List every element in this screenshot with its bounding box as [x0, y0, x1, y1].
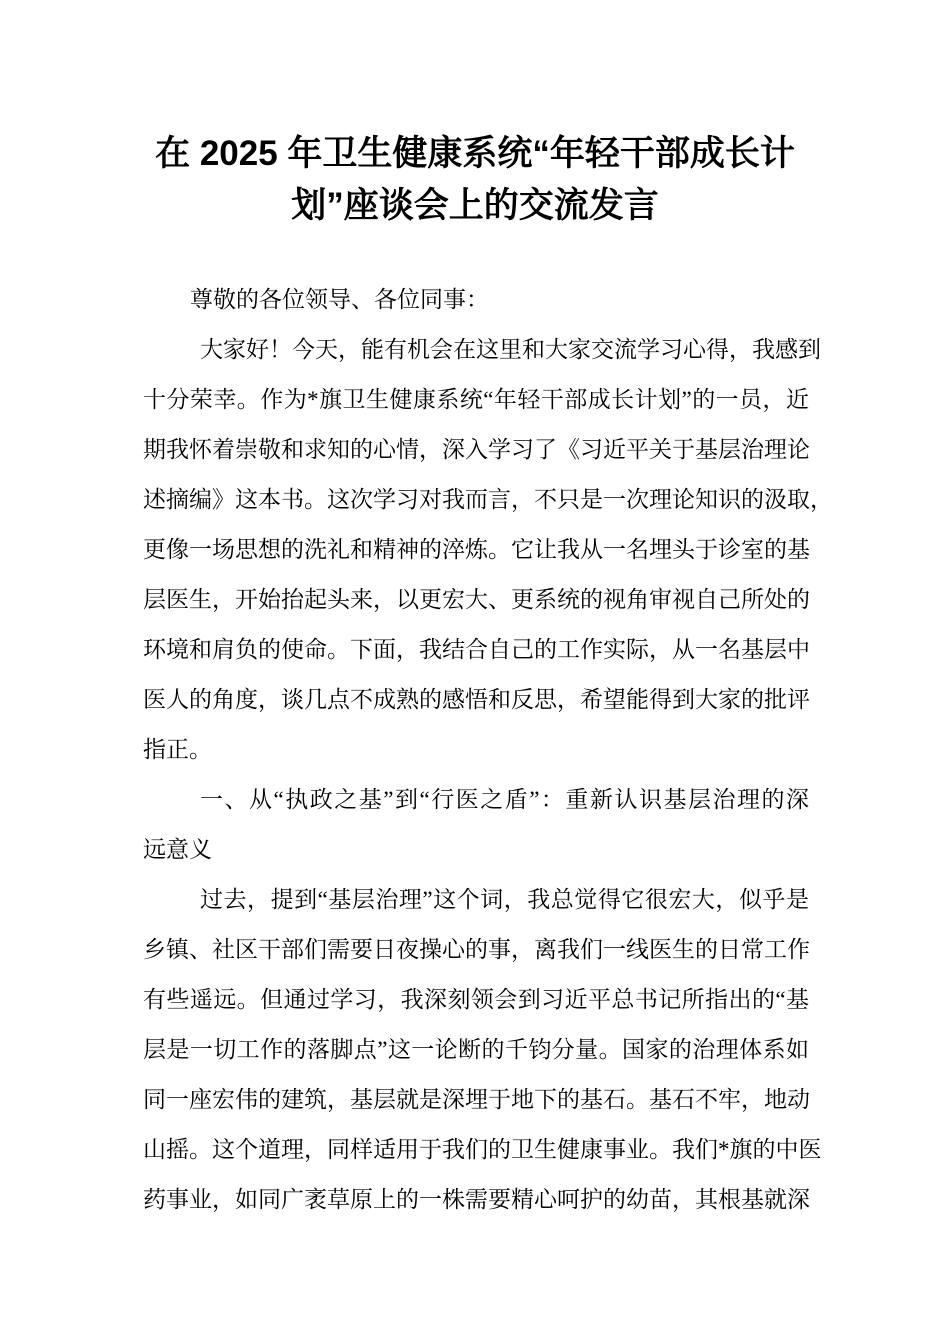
text-line: 乡镇、社区干部们需要日夜操心的事，离我们一线医生的日常工作	[143, 937, 810, 962]
text-line: 远意义	[143, 837, 212, 862]
document-body	[143, 282, 833, 1232]
text-line: 有些遥远。但通过学习，我深刻领会到习近平总书记所指出的“基	[143, 987, 809, 1012]
text-line: 层是一切工作的落脚点”这一论断的千钧分量。国家的治理体系如	[143, 1037, 809, 1062]
text-line: 层医生，开始抬起头来，以更宏大、更系统的视角审视自己所处的	[143, 587, 810, 612]
text-line: 药事业，如同广袤草原上的一株需要精心呵护的幼苗，其根基就深	[143, 1187, 810, 1212]
text-line: 山摇。这个道理，同样适用于我们的卫生健康事业。我们*旗的中医	[143, 1137, 822, 1162]
text-line: 环境和肩负的使命。下面，我结合自己的工作实际，从一名基层中	[143, 637, 810, 662]
text-line: 指正。	[143, 737, 212, 762]
document-title	[120, 128, 830, 232]
text-line: 更像一场思想的洗礼和精神的淬炼。它让我从一名埋头于诊室的基	[143, 537, 810, 562]
text-line: 述摘编》这本书。这次学习对我而言，不只是一次理论知识的汲取，	[143, 487, 833, 512]
text-line: 一、从“执政之基”到“行医之盾”：重新认识基层治理的深	[200, 787, 809, 812]
text-line: 十分荣幸。作为*旗卫生健康系统“年轻干部成长计划”的一员，近	[143, 387, 809, 412]
salutation: 尊敬的各位领导、各位同事：	[190, 287, 489, 312]
text-line: 期我怀着崇敬和求知的心情，深入学习了《习近平关于基层治理论	[143, 437, 810, 462]
text-line: 大家好！今天，能有机会在这里和大家交流学习心得，我感到	[200, 337, 821, 362]
paragraph	[143, 332, 833, 782]
text-line: 过去，提到“基层治理”这个词，我总觉得它很宏大，似乎是	[200, 887, 809, 912]
text-line: 同一座宏伟的建筑，基层就是深埋于地下的基石。基石不牢，地动	[143, 1087, 810, 1112]
title-line-2: 划”座谈会上的交流发言	[291, 186, 659, 225]
title-line-1: 在 2025 年卫生健康系统“年轻干部成长计	[155, 134, 795, 173]
text-line: 医人的角度，谈几点不成熟的感悟和反思，希望能得到大家的批评	[143, 687, 810, 712]
section-heading	[143, 782, 809, 882]
paragraph	[143, 882, 822, 1232]
